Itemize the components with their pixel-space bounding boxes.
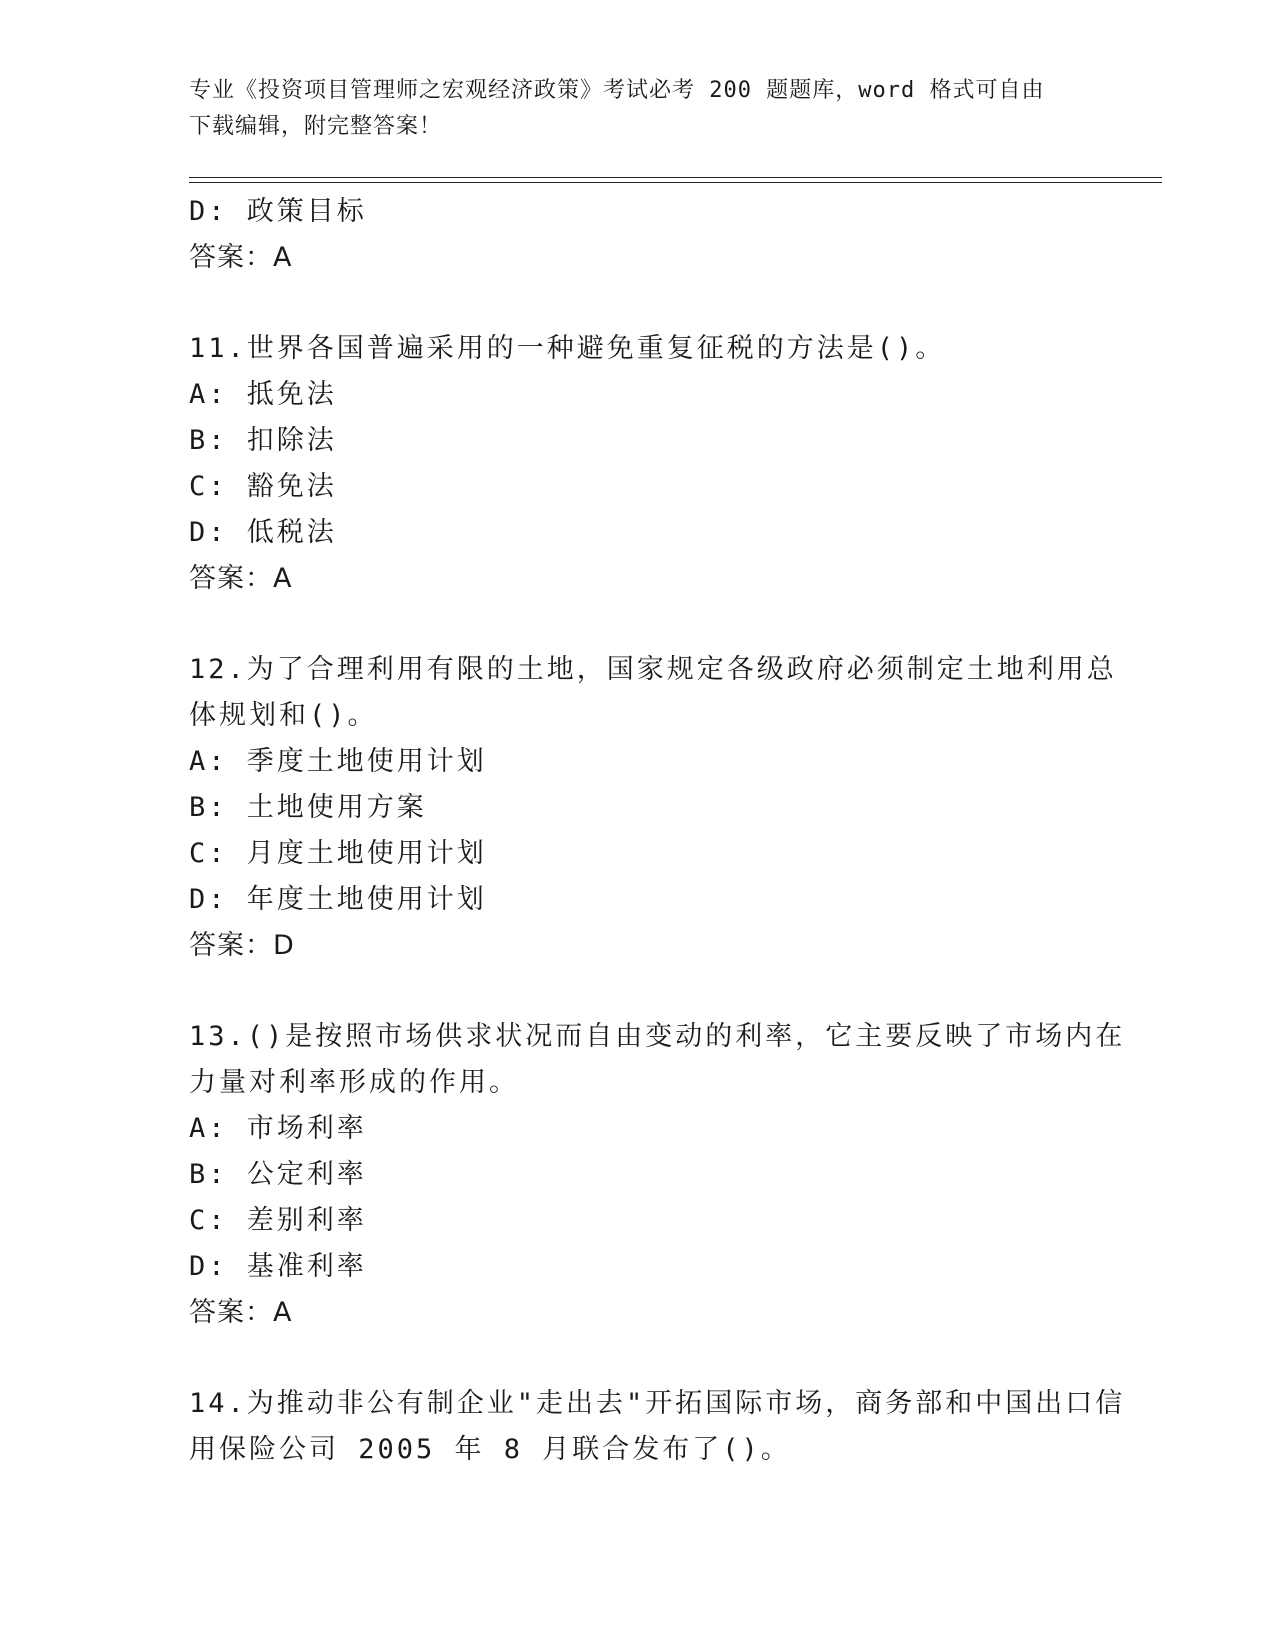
stem-line: 11.世界各国普遍采用的一种避免重复征税的方法是()。 — [189, 333, 946, 364]
answer: 答案：A — [189, 563, 293, 594]
stem-line: 12.为了合理利用有限的土地，国家规定各级政府必须制定土地利用总 — [189, 654, 1117, 685]
option-c: C: 差别利率 — [189, 1205, 367, 1236]
question-12 — [189, 647, 1117, 969]
document-header — [189, 73, 1089, 145]
carryover-answer: 答案：A — [189, 242, 293, 273]
question-13 — [189, 1014, 1126, 1336]
question-14 — [189, 1381, 1126, 1473]
stem-line: 体规划和()。 — [189, 700, 378, 731]
stem-line: 用保险公司 2005 年 8 月联合发布了()。 — [189, 1434, 791, 1465]
answer: 答案：A — [189, 1297, 293, 1328]
option-a: A: 市场利率 — [189, 1113, 367, 1144]
option-a: A: 抵免法 — [189, 379, 337, 410]
question-stem — [189, 1014, 1126, 1106]
question-list — [189, 189, 1126, 1473]
spacer — [189, 602, 1089, 647]
stem-line: 14.为推动非公有制企业"走出去"开拓国际市场，商务部和中国出口信 — [189, 1388, 1126, 1419]
question-stem — [189, 647, 1117, 739]
stem-line: 力量对利率形成的作用。 — [189, 1067, 519, 1098]
option-b: B: 土地使用方案 — [189, 792, 427, 823]
question-11 — [189, 326, 1089, 602]
option-c: C: 豁免法 — [189, 471, 337, 502]
answer: 答案：D — [189, 930, 295, 961]
option-b: B: 扣除法 — [189, 425, 337, 456]
header-line-1: 专业《投资项目管理师之宏观经济政策》考试必考 200 题题库，word 格式可自由 — [189, 78, 1045, 103]
header-line-2: 下载编辑，附完整答案！ — [189, 114, 443, 139]
option-c: C: 月度土地使用计划 — [189, 838, 487, 869]
spacer — [189, 281, 1089, 326]
option-b: B: 公定利率 — [189, 1159, 367, 1190]
carryover-option-d: D: 政策目标 — [189, 196, 367, 227]
question-stem — [189, 326, 1089, 372]
option-a: A: 季度土地使用计划 — [189, 746, 487, 777]
option-d: D: 基准利率 — [189, 1251, 367, 1282]
spacer — [189, 969, 1089, 1014]
option-d: D: 年度土地使用计划 — [189, 884, 487, 915]
spacer — [189, 1336, 1089, 1381]
header-divider-top — [189, 177, 1162, 178]
question-stem — [189, 1381, 1126, 1473]
stem-line: 13.()是按照市场供求状况而自由变动的利率，它主要反映了市场内在 — [189, 1021, 1126, 1052]
header-divider-bottom — [189, 182, 1162, 183]
option-d: D: 低税法 — [189, 517, 337, 548]
